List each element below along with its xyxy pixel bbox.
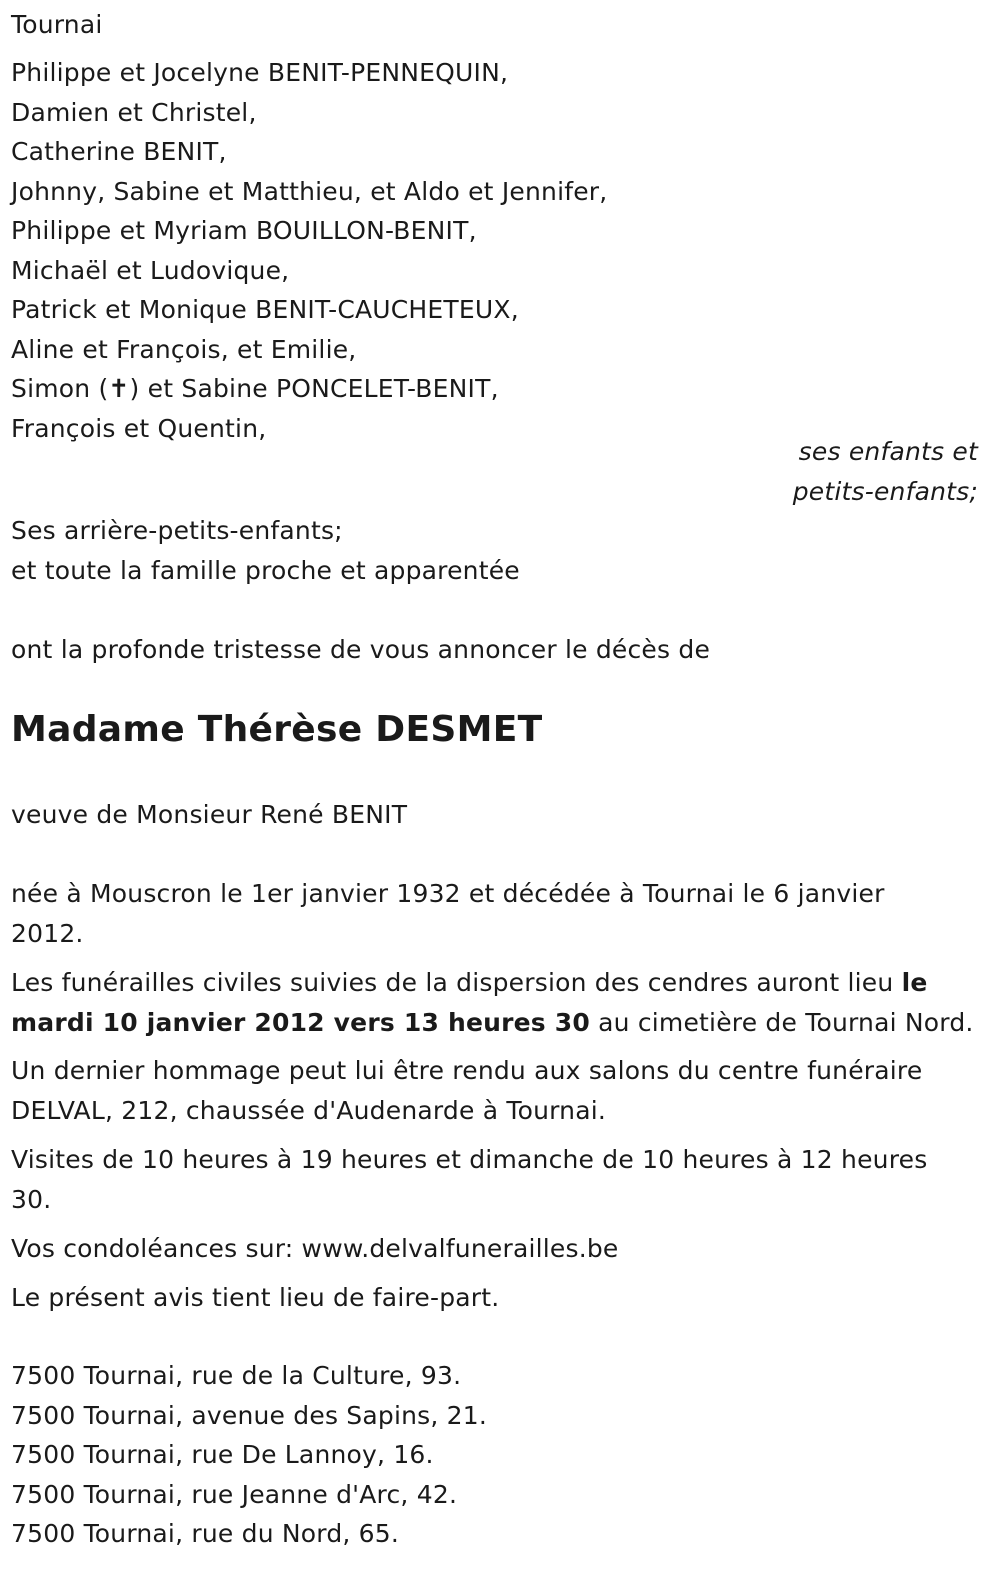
birth-death-line: née à Mouscron le 1er janvier 1932 et décédée à Tournai le 6 janvier: [11, 879, 885, 908]
family-member-line: Catherine BENIT,: [11, 137, 227, 166]
great-grandchildren-line: Ses arrière-petits-enfants;: [11, 516, 343, 545]
relation-label: ses enfants et: [798, 437, 978, 466]
visits-line: 30.: [11, 1185, 52, 1214]
city-heading: Tournai: [11, 10, 103, 39]
extended-family-line: et toute la famille proche et apparentée: [11, 556, 520, 585]
address-line: 7500 Tournai, avenue des Sapins, 21.: [11, 1401, 488, 1430]
family-member-line: Damien et Christel,: [11, 98, 257, 127]
address-line: 7500 Tournai, rue Jeanne d'Arc, 42.: [11, 1480, 458, 1509]
relation-label: petits-enfants;: [792, 477, 978, 506]
visits-line: Visites de 10 heures à 19 heures et dimanche de 10 heures à 12 heures: [11, 1145, 928, 1174]
family-member-line: Philippe et Myriam BOUILLON-BENIT,: [11, 216, 477, 245]
homage-line: DELVAL, 212, chaussée d'Audenarde à Tournai.: [11, 1096, 607, 1125]
deceased-name: Madame Thérèse DESMET: [11, 709, 543, 750]
spouse-line: veuve de Monsieur René BENIT: [11, 800, 408, 829]
address-line: 7500 Tournai, rue de la Culture, 93.: [11, 1361, 462, 1390]
family-member-line: Philippe et Jocelyne BENIT-PENNEQUIN,: [11, 58, 509, 87]
family-member-line: François et Quentin,: [11, 414, 267, 443]
family-member-line: Aline et François, et Emilie,: [11, 335, 357, 364]
address-line: 7500 Tournai, rue De Lannoy, 16.: [11, 1440, 434, 1469]
family-member-line: Johnny, Sabine et Matthieu, et Aldo et Jennifer,: [11, 177, 608, 206]
funeral-line: [11, 968, 928, 998]
homage-line: Un dernier hommage peut lui être rendu aux salons du centre funéraire: [11, 1056, 923, 1085]
notice-line: Le présent avis tient lieu de faire-part.: [11, 1283, 500, 1312]
funeral-date-bold: le: [901, 968, 928, 997]
announcement-line: ont la profonde tristesse de vous annoncer le décès de: [11, 635, 711, 664]
funeral-date-bold: mardi 10 janvier 2012 vers 13 heures 30: [11, 1008, 590, 1037]
family-member-line: Simon (✝) et Sabine PONCELET-BENIT,: [11, 374, 499, 403]
family-member-line: Patrick et Monique BENIT-CAUCHETEUX,: [11, 295, 519, 324]
funeral-line: [11, 1008, 974, 1038]
family-member-line: Michaël et Ludovique,: [11, 256, 290, 285]
funeral-text: au cimetière de Tournai Nord.: [589, 1008, 974, 1037]
address-line: 7500 Tournai, rue du Nord, 65.: [11, 1519, 400, 1548]
funeral-text: Les funérailles civiles suivies de la dispersion des cendres auront lieu: [11, 968, 902, 997]
condolences-line: Vos condoléances sur: www.delvalfunerailles.be: [11, 1234, 619, 1263]
birth-death-line: 2012.: [11, 919, 84, 948]
